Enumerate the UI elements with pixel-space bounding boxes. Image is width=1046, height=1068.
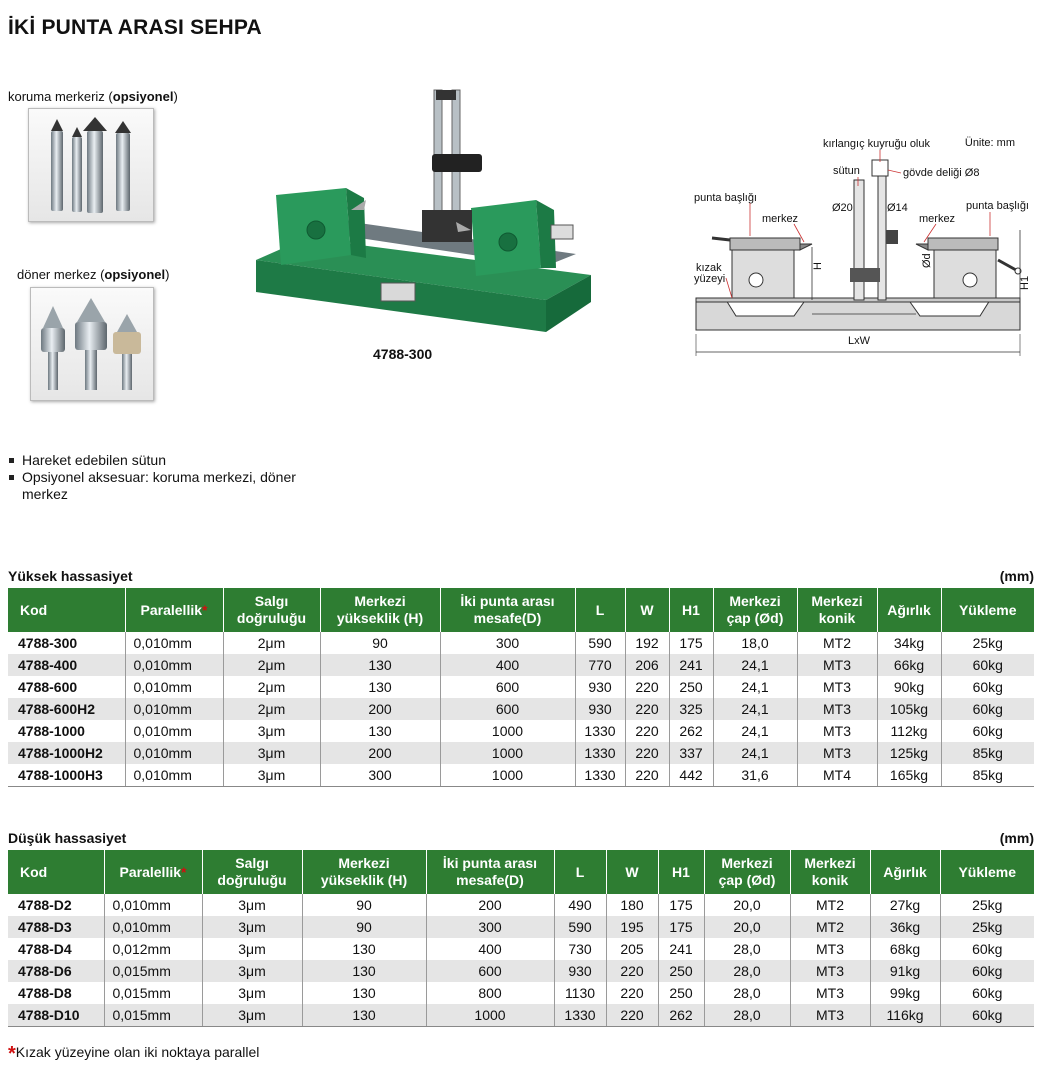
table-cell: 165kg (877, 764, 941, 787)
table-cell: 24,1 (713, 698, 797, 720)
label-center-head-right: punta başlığı (966, 200, 1029, 212)
label-dovetail: kırlangıç kuyruğu oluk (823, 138, 930, 150)
table-cell: 60kg (972, 985, 1003, 1001)
footnote-asterisk: * (8, 1043, 16, 1065)
table-cell: MT3 (790, 938, 870, 960)
table-cell: 590 (575, 632, 625, 654)
label-h1: H1 (1019, 275, 1031, 290)
table-cell: 0,010mm (125, 654, 223, 676)
table-row (8, 698, 1034, 720)
table-cell: 0,012mm (104, 938, 202, 960)
table-cell: 60kg (941, 698, 1034, 720)
table-row (8, 938, 1034, 960)
table-cell: 1000 (440, 742, 575, 764)
table-cell: 220 (625, 676, 669, 698)
table-cell: 85kg (941, 742, 1034, 764)
table-cell: 20,0 (704, 894, 790, 916)
table-cell: 241 (658, 938, 704, 960)
table-cell: 300 (440, 632, 575, 654)
table-cell: 25kg (972, 897, 1003, 913)
asterisk-mark: * (202, 601, 208, 618)
table-cell: 3μm (202, 1004, 302, 1027)
label-d20: Ø20 (832, 202, 853, 214)
table-cell: MT3 (790, 960, 870, 982)
table-cell: 60kg (972, 679, 1003, 695)
table-row (8, 916, 1034, 938)
caption-text: ) (165, 267, 170, 282)
table-cell: MT2 (797, 632, 877, 654)
table-cell: 0,010mm (125, 698, 223, 720)
table-cell: 68kg (870, 938, 940, 960)
table-cell: MT3 (790, 982, 870, 1004)
caption-bold: opsiyonel (104, 267, 166, 282)
table-row (8, 742, 1034, 764)
label-od: Ød (921, 253, 933, 268)
table-cell: 0,010mm (125, 676, 223, 698)
model-code-cell: 4788-D6 (8, 960, 104, 982)
table-cell: 130 (320, 720, 440, 742)
table-cell: 60kg (972, 723, 1003, 739)
table-cell: 220 (625, 742, 669, 764)
label-slide-surface-1: kızak (696, 262, 722, 274)
column-header: Merkezi çap (Ød) (704, 850, 790, 894)
table-cell: 91kg (870, 960, 940, 982)
table-cell: 28,0 (704, 938, 790, 960)
table-cell: 25kg (940, 916, 1034, 938)
table-cell: 60kg (940, 960, 1034, 982)
column-header: Kod (8, 588, 125, 632)
label-column: sütun (833, 165, 860, 177)
column-header: Paralellik* (104, 850, 202, 894)
table-cell: 130 (302, 938, 426, 960)
table-cell: 490 (554, 894, 606, 916)
label-slide-surface-2: yüzeyi (694, 273, 726, 285)
table-cell: 105kg (877, 698, 941, 720)
table-cell: 130 (302, 960, 426, 982)
table-cell: 250 (669, 676, 713, 698)
protective-centers-image (28, 108, 154, 222)
caption-text: ) (173, 89, 178, 104)
table-cell: 0,010mm (104, 894, 202, 916)
table-cell: 3μm (202, 982, 302, 1004)
table-cell: 24,1 (713, 654, 797, 676)
table-cell: 0,010mm (125, 632, 223, 654)
table-header-row (8, 588, 1034, 632)
table-cell: 0,010mm (125, 742, 223, 764)
table-cell: 730 (554, 938, 606, 960)
table-cell: 220 (606, 982, 658, 1004)
table-cell: 20,0 (704, 916, 790, 938)
table-cell: 1000 (440, 764, 575, 787)
table-cell: 200 (320, 742, 440, 764)
table-cell: 2μm (223, 698, 320, 720)
label-center-left: merkez (762, 213, 799, 225)
table-cell: 2μm (223, 676, 320, 698)
product-image (246, 70, 598, 352)
table-cell: 60kg (972, 941, 1003, 957)
table-cell: 241 (669, 654, 713, 676)
table-cell: 60kg (940, 1004, 1034, 1027)
table-cell: 36kg (870, 916, 940, 938)
table-cell: 1330 (554, 1004, 606, 1027)
table-cell: 300 (426, 916, 554, 938)
table-row (8, 720, 1034, 742)
feature-text: Hareket edebilen sütun (22, 452, 166, 468)
column-header: L (554, 850, 606, 894)
table-cell: 85kg (941, 764, 1034, 787)
table-cell: 31,6 (713, 764, 797, 787)
asterisk-mark: * (181, 863, 187, 880)
label-center-right: merkez (919, 213, 956, 225)
table-cell: 130 (302, 1004, 426, 1027)
table-cell: 66kg (877, 654, 941, 676)
option-caption-protective-center (8, 89, 178, 104)
table-cell: 130 (320, 676, 440, 698)
feature-item (8, 452, 308, 469)
table-cell: 1130 (554, 982, 606, 1004)
caption-text: döner merkez ( (17, 267, 105, 282)
table-cell: 175 (669, 632, 713, 654)
table-cell: 90 (302, 916, 426, 938)
model-code-cell: 4788-1000H2 (8, 742, 125, 764)
table-cell: MT3 (797, 676, 877, 698)
column-header: Yükleme (941, 588, 1034, 632)
table-cell: 0,015mm (104, 960, 202, 982)
table-cell: 800 (426, 982, 554, 1004)
table-cell: 175 (658, 894, 704, 916)
table-cell: 130 (320, 654, 440, 676)
high-precision-title: Yüksek hassasiyet (8, 568, 133, 584)
table-cell: 3μm (223, 742, 320, 764)
column-header: H1 (658, 850, 704, 894)
footnote (8, 1040, 259, 1063)
table-cell: MT4 (797, 764, 877, 787)
table-row (8, 764, 1034, 787)
table-cell: 130 (302, 982, 426, 1004)
table-row (8, 1004, 1034, 1027)
model-code-cell: 4788-1000 (8, 720, 125, 742)
caption-bold: opsiyonel (112, 89, 174, 104)
table-cell: 220 (625, 698, 669, 720)
model-code-cell: 4788-D4 (8, 938, 104, 960)
table-cell: 262 (658, 1004, 704, 1027)
table-cell: 930 (575, 698, 625, 720)
table-header-row (8, 850, 1034, 894)
table-cell: 3μm (202, 916, 302, 938)
column-header: Ağırlık (877, 588, 941, 632)
column-header: Merkezi çap (Ød) (713, 588, 797, 632)
label-center-head-left: punta başlığı (694, 192, 757, 204)
table-cell: 116kg (870, 1004, 940, 1027)
table-cell: 600 (440, 676, 575, 698)
column-header: Merkezi konik (797, 588, 877, 632)
model-code-cell: 4788-D10 (8, 1004, 104, 1027)
table-cell: 0,015mm (104, 1004, 202, 1027)
model-code-cell: 4788-400 (8, 654, 125, 676)
table-cell: 1000 (426, 1004, 554, 1027)
column-header: H1 (669, 588, 713, 632)
table-row (8, 960, 1034, 982)
table-cell: MT3 (797, 720, 877, 742)
table-cell: 930 (575, 676, 625, 698)
table-cell: 28,0 (704, 1004, 790, 1027)
live-centers-image (30, 287, 154, 401)
table-cell: 205 (606, 938, 658, 960)
table-cell: 400 (440, 654, 575, 676)
model-code-cell: 4788-600H2 (8, 698, 125, 720)
column-header: Ağırlık (870, 850, 940, 894)
table-cell: 930 (554, 960, 606, 982)
table-cell: 250 (658, 960, 704, 982)
feature-item (8, 469, 302, 503)
column-header: Merkezi konik (790, 850, 870, 894)
label-d14: Ø14 (887, 202, 908, 214)
table-cell: 200 (426, 894, 554, 916)
low-precision-title: Düşük hassasiyet (8, 830, 127, 846)
table-cell: 300 (320, 764, 440, 787)
model-code-cell: 4788-600 (8, 676, 125, 698)
table-cell: 125kg (877, 742, 941, 764)
table-cell: 99kg (870, 982, 940, 1004)
table-cell: 220 (625, 720, 669, 742)
caption-text: koruma merkeriz ( (8, 89, 113, 104)
table-cell: 2μm (223, 632, 320, 654)
table-cell: 90kg (877, 676, 941, 698)
column-header: İki punta arası mesafe(D) (426, 850, 554, 894)
column-header: W (625, 588, 669, 632)
label-h: H (812, 262, 824, 270)
table-cell: 600 (440, 698, 575, 720)
table-cell: MT2 (790, 916, 870, 938)
page-title: İKİ PUNTA ARASI SEHPA (8, 16, 262, 39)
table-cell: 442 (669, 764, 713, 787)
table-cell: 220 (625, 764, 669, 787)
table-cell: 220 (606, 1004, 658, 1027)
table-cell: 90 (302, 894, 426, 916)
low-precision-unit: (mm) (999, 830, 1034, 846)
table-cell: 600 (426, 960, 554, 982)
table-cell: 1330 (575, 720, 625, 742)
table-cell: 3μm (223, 720, 320, 742)
table-cell: MT3 (790, 1004, 870, 1027)
feature-text: Opsiyonel aksesuar: koruma merkezi, döner merkez (22, 469, 296, 502)
model-code-cell: 4788-1000H3 (8, 764, 125, 787)
label-body-hole: gövde deliği Ø8 (903, 167, 980, 179)
footnote-text: Kızak yüzeyine olan iki noktaya parallel (15, 1044, 260, 1060)
table-cell: 0,010mm (125, 764, 223, 787)
table-cell: 1330 (575, 742, 625, 764)
table-cell: 60kg (941, 654, 1034, 676)
table-cell: 34kg (877, 632, 941, 654)
table-cell: 220 (606, 960, 658, 982)
model-code-cell: 4788-D2 (8, 894, 104, 916)
column-header: Salgı doğruluğu (202, 850, 302, 894)
table-cell: 0,010mm (104, 916, 202, 938)
column-header: W (606, 850, 658, 894)
column-header: L (575, 588, 625, 632)
table-cell: 1000 (440, 720, 575, 742)
model-code-cell: 4788-300 (8, 632, 125, 654)
unit-note: Ünite: mm (964, 137, 1015, 149)
table-cell: 590 (554, 916, 606, 938)
table-cell: 325 (669, 698, 713, 720)
table-row (8, 982, 1034, 1004)
table-cell: 195 (606, 916, 658, 938)
table-cell: 3μm (202, 938, 302, 960)
table-cell: 206 (625, 654, 669, 676)
table-cell: MT3 (797, 698, 877, 720)
table-cell: 262 (669, 720, 713, 742)
table-cell: 180 (606, 894, 658, 916)
table-cell: 24,1 (713, 742, 797, 764)
table-cell: 250 (658, 982, 704, 1004)
table-cell: 0,015mm (104, 982, 202, 1004)
table-cell: 18,0 (713, 632, 797, 654)
table-cell: 200 (320, 698, 440, 720)
model-code-cell: 4788-D3 (8, 916, 104, 938)
option-caption-live-center (17, 267, 169, 282)
high-precision-unit: (mm) (999, 568, 1034, 584)
table-cell: 337 (669, 742, 713, 764)
table-cell: MT3 (797, 654, 877, 676)
label-lxw: LxW (848, 335, 870, 347)
feature-list (8, 452, 308, 503)
column-header: Yükleme (940, 850, 1034, 894)
table-cell: MT3 (797, 742, 877, 764)
table-cell: 28,0 (704, 982, 790, 1004)
table-cell: 3μm (202, 894, 302, 916)
table-cell: 24,1 (713, 676, 797, 698)
table-cell: 24,1 (713, 720, 797, 742)
low-precision-table (8, 850, 1034, 1027)
column-header: Merkezi yükseklik (H) (320, 588, 440, 632)
column-header: Merkezi yükseklik (H) (302, 850, 426, 894)
dimension-diagram (690, 130, 1040, 360)
column-header: Paralellik* (125, 588, 223, 632)
table-cell: 770 (575, 654, 625, 676)
column-header: Salgı doğruluğu (223, 588, 320, 632)
column-header: İki punta arası mesafe(D) (440, 588, 575, 632)
high-precision-table (8, 588, 1034, 787)
table-cell: MT2 (790, 894, 870, 916)
table-cell: 175 (658, 916, 704, 938)
table-row (8, 632, 1034, 654)
table-cell: 0,010mm (125, 720, 223, 742)
table-row (8, 676, 1034, 698)
product-model-label: 4788-300 (373, 346, 433, 362)
table-cell: 1330 (575, 764, 625, 787)
table-cell: 400 (426, 938, 554, 960)
table-cell: 90 (320, 632, 440, 654)
table-cell: 3μm (202, 960, 302, 982)
table-cell: 27kg (870, 894, 940, 916)
column-header: Kod (8, 850, 104, 894)
table-cell: 112kg (877, 720, 941, 742)
table-cell: 28,0 (704, 960, 790, 982)
table-cell: 192 (625, 632, 669, 654)
table-cell: 25kg (972, 635, 1003, 651)
model-code-cell: 4788-D8 (8, 982, 104, 1004)
table-row (8, 894, 1034, 916)
table-row (8, 654, 1034, 676)
table-cell: 3μm (223, 764, 320, 787)
table-cell: 2μm (223, 654, 320, 676)
